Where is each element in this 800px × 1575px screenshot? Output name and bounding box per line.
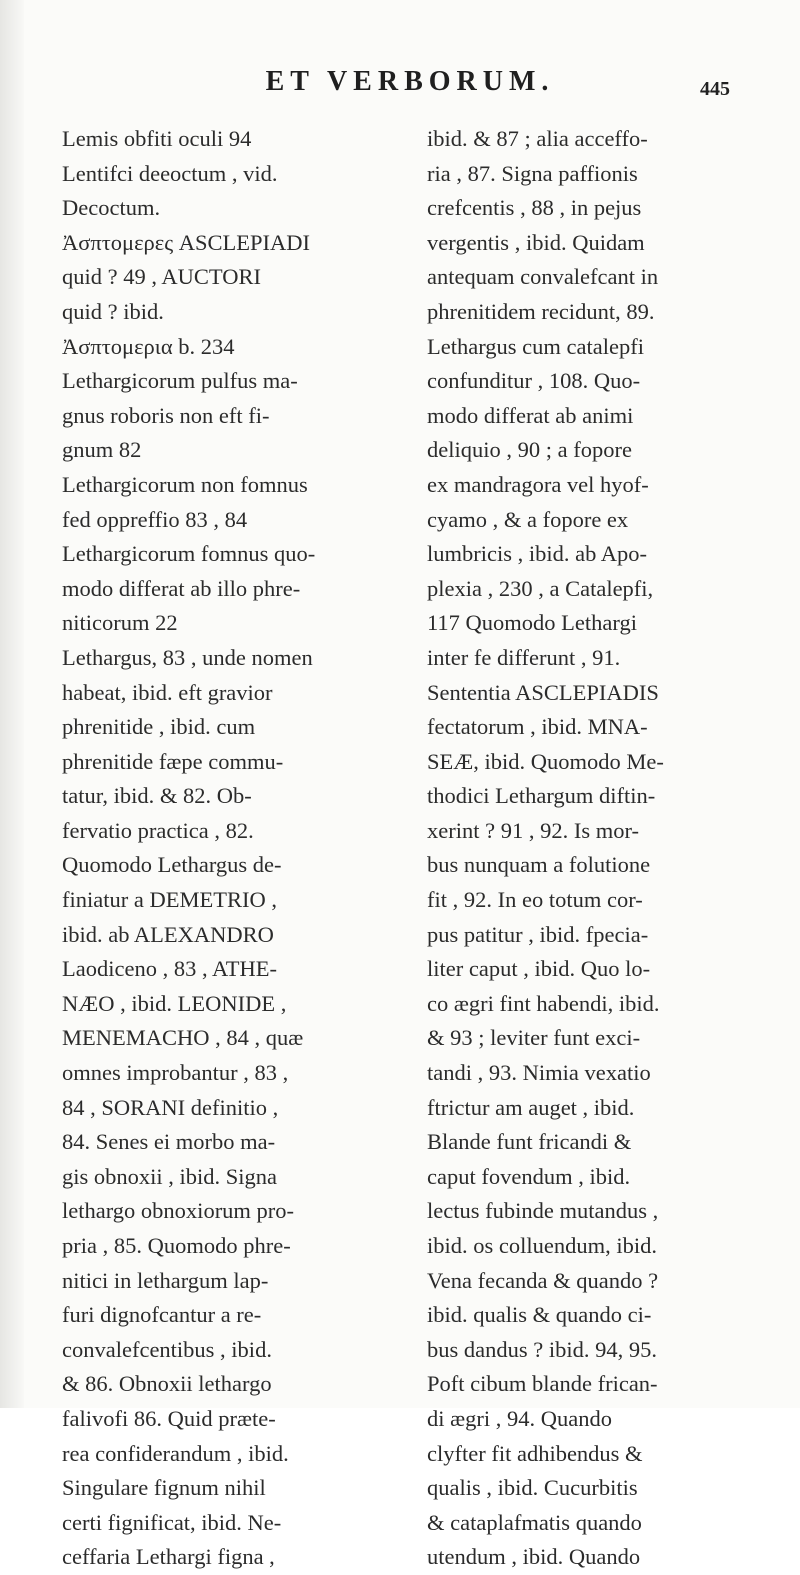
index-line: & 93 ; leviter funt exci-	[427, 1025, 641, 1051]
index-line: clyfter fit adhibendus &	[427, 1440, 643, 1466]
index-line: co ægri fint habendi, ibid.	[427, 990, 660, 1016]
index-line: liter caput , ibid. Quo lo-	[427, 956, 651, 982]
index-line: Laodiceno , 83 , ATHE-	[62, 956, 277, 982]
index-line: ftrictur am auget , ibid.	[427, 1094, 635, 1120]
index-line: fit , 92. In eo totum cor-	[427, 887, 643, 913]
index-line: Decoctum.	[62, 195, 161, 221]
index-line: ibid. & 87 ; alia acceffo-	[427, 126, 648, 151]
index-line: utendum , ibid. Quando	[427, 1544, 641, 1570]
index-line: omnes improbantur , 83 ,	[62, 1060, 289, 1086]
index-line: ibid. qualis & quando ci-	[427, 1302, 652, 1328]
index-line: Lemis obfiti oculi 94	[62, 126, 252, 151]
index-line: furi dignofcantur a re-	[62, 1302, 262, 1328]
index-line: nitici in lethargum lap-	[62, 1267, 269, 1293]
index-line: Poft cibum blande frican-	[427, 1371, 658, 1397]
index-line: cyamo , & a fopore ex	[427, 506, 629, 532]
index-line: Lentifci deeoctum , vid.	[62, 160, 278, 186]
index-line: rea confiderandum , ibid.	[62, 1440, 289, 1466]
index-line: thodici Lethargum diftin-	[427, 783, 656, 809]
page-number: 445	[700, 78, 730, 100]
index-line: confunditur , 108. Quo-	[427, 368, 641, 394]
index-line: convalefcentibus , ibid.	[62, 1336, 272, 1362]
index-line: NÆO , ibid. LEONIDE ,	[62, 990, 287, 1016]
index-line: Vena fecanda & quando ?	[427, 1267, 659, 1293]
index-line: quid ? 49 , AUCTORI	[62, 264, 261, 290]
index-column-left	[62, 122, 387, 1575]
index-line: gnum 82	[62, 437, 142, 463]
index-line: Quomodo Lethargus de-	[62, 852, 282, 878]
index-line: xerint ? 91 , 92. Is mor-	[427, 817, 640, 843]
index-line: plexia , 230 , a Catalepfi,	[427, 575, 654, 601]
index-line: Singulare fignum nihil	[62, 1475, 266, 1501]
index-line: SEÆ, ibid. Quomodo Me-	[427, 748, 664, 774]
index-line: finiatur a DEMETRIO ,	[62, 887, 277, 913]
index-line: 84 , SORANI definitio ,	[62, 1094, 279, 1120]
index-line: modo differat ab animi	[427, 402, 634, 428]
index-line: bus nunquam a folutione	[427, 852, 651, 878]
index-line: 84. Senes ei morbo ma-	[62, 1129, 276, 1155]
index-line: fed oppreffio 83 , 84	[62, 506, 248, 532]
index-line: modo differat ab illo phre-	[62, 575, 301, 601]
index-line: qualis , ibid. Cucurbitis	[427, 1475, 638, 1501]
index-line: crefcentis , 88 , in pejus	[427, 195, 642, 221]
page-edge-shadow	[0, 0, 24, 1408]
index-line: phrenitidem recidunt, 89.	[427, 298, 655, 324]
index-line: ibid. ab ALEXANDRO	[62, 921, 274, 947]
index-line: lectus fubinde mutandus ,	[427, 1198, 659, 1224]
index-line: tandi , 93. Nimia vexatio	[427, 1060, 651, 1086]
index-line: fervatio practica , 82.	[62, 817, 254, 843]
index-line: MENEMACHO , 84 , quæ	[62, 1025, 304, 1051]
index-line: bus dandus ? ibid. 94, 95.	[427, 1336, 657, 1362]
index-line: quid ? ibid.	[62, 298, 164, 324]
index-line: Lethargicorum non fomnus	[62, 471, 308, 497]
index-line: antequam convalefcant in	[427, 264, 659, 290]
index-line: phrenitide , ibid. cum	[62, 714, 256, 740]
index-line: niticorum 22	[62, 610, 178, 636]
running-title: ET VERBORUM.	[265, 66, 555, 97]
index-line: gnus roboris non eft fi-	[62, 402, 270, 428]
index-line: gis obnoxii , ibid. Signa	[62, 1163, 278, 1189]
index-line: & cataplafmatis quando	[427, 1509, 642, 1535]
index-line: ria , 87. Signa paffionis	[427, 160, 638, 186]
index-line: 117 Quomodo Lethargi	[427, 610, 637, 636]
index-line: Lethargus, 83 , unde nomen	[62, 644, 313, 670]
index-line: pria , 85. Quomodo phre-	[62, 1233, 291, 1258]
index-line: lethargo obnoxiorum pro-	[62, 1198, 295, 1224]
index-line: Ἀσπτομερες ASCLEPIADI	[62, 229, 311, 255]
index-line: falivofi 86. Quid præte-	[62, 1405, 276, 1431]
index-line: Lethargus cum catalepfi	[427, 333, 644, 359]
index-line: fectatorum , ibid. MNA-	[427, 714, 648, 740]
index-line: Lethargicorum fomnus quo-	[62, 541, 316, 567]
index-line: Ἀσπτομερια b. 234	[62, 333, 235, 359]
index-line: caput fovendum , ibid.	[427, 1163, 631, 1189]
index-line: Lethargicorum pulfus ma-	[62, 368, 298, 394]
index-line: phrenitide fæpe commu-	[62, 748, 284, 774]
index-line: ex mandragora vel hyof-	[427, 471, 649, 497]
index-line: deliquio , 90 ; a fopore	[427, 437, 632, 463]
index-line: & 86. Obnoxii lethargo	[62, 1371, 272, 1397]
index-line: certi fignificat, ibid. Ne-	[62, 1509, 282, 1535]
index-line: tatur, ibid. & 82. Ob-	[62, 783, 252, 809]
index-line: inter fe differunt , 91.	[427, 644, 621, 670]
index-line: ceffaria Lethargi figna ,	[62, 1544, 275, 1570]
index-line: di ægri , 94. Quando	[427, 1405, 612, 1431]
index-line: habeat, ibid. eft gravior	[62, 679, 273, 705]
index-line: lumbricis , ibid. ab Apo-	[427, 541, 647, 567]
index-line: ibid. os colluendum, ibid.	[427, 1233, 657, 1258]
index-line: Sententia ASCLEPIADIS	[427, 679, 659, 705]
index-column-right	[427, 122, 752, 1575]
index-line: vergentis , ibid. Quidam	[427, 229, 645, 255]
index-line: Blande funt fricandi &	[427, 1129, 632, 1155]
index-line: pus patitur , ibid. fpecia-	[427, 921, 649, 947]
